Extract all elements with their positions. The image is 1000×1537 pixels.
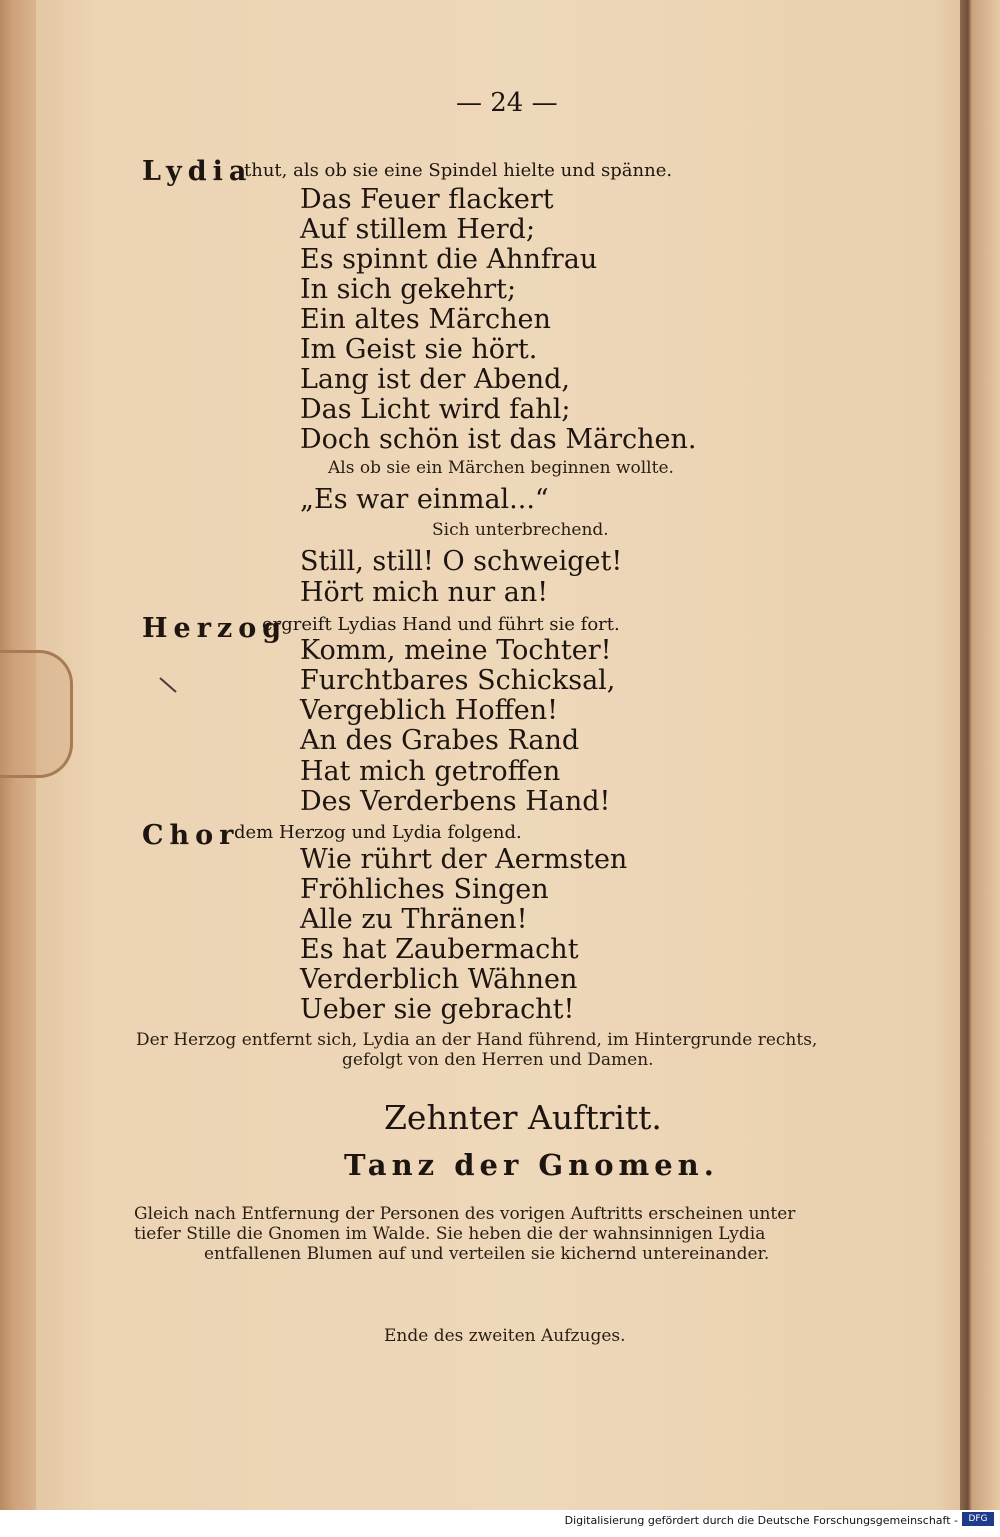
verse-line: Lang ist der Abend, bbox=[300, 364, 570, 395]
scene-text-line: tiefer Stille die Gnomen im Walde. Sie heben die der wahnsinnigen Lydia bbox=[134, 1224, 766, 1244]
verse-line: An des Grabes Rand bbox=[300, 725, 580, 756]
verse-line: Vergeblich Hoffen! bbox=[300, 695, 559, 726]
stage-direction: Als ob sie ein Märchen beginnen wollte. bbox=[328, 458, 674, 478]
funding-credit: Digitalisierung gefördert durch die Deutsche Forschungsgemeinschaft - bbox=[564, 1514, 958, 1527]
verse-line: Ueber sie gebracht! bbox=[300, 994, 575, 1025]
stage-direction-herzog: ergreift Lydias Hand und führt sie fort. bbox=[262, 614, 620, 635]
verse-quote: „Es war einmal...“ bbox=[300, 484, 549, 515]
scene-title: Zehnter Auftritt. bbox=[384, 1098, 662, 1137]
verse-line: Des Verderbens Hand! bbox=[300, 786, 611, 817]
scene-text-line: entfallenen Blumen auf und verteilen sie kichernd untereinander. bbox=[204, 1244, 770, 1264]
verse-line: Im Geist sie hört. bbox=[300, 334, 538, 365]
verse-line: Es hat Zaubermacht bbox=[300, 934, 579, 965]
book-spine bbox=[960, 0, 1000, 1510]
verse-line: Komm, meine Tochter! bbox=[300, 635, 612, 666]
scene-subtitle: Tanz der Gnomen. bbox=[344, 1148, 719, 1182]
verse-line: Ein altes Märchen bbox=[300, 304, 551, 335]
verse-line: Still, still! O schweiget! bbox=[300, 546, 623, 577]
scene-text-line: Gleich nach Entfernung der Personen des vorigen Auftritts erscheinen unter bbox=[134, 1204, 796, 1224]
act-end: Ende des zweiten Aufzuges. bbox=[384, 1326, 626, 1346]
verse-line: Das Feuer flackert bbox=[300, 184, 554, 215]
verse-line: Wie rührt der Aermsten bbox=[300, 844, 628, 875]
verse-line: Verderblich Wähnen bbox=[300, 964, 578, 995]
verse-line: Hat mich getroffen bbox=[300, 756, 561, 787]
stage-direction-lydia: thut, als ob sie eine Spindel hielte und spänne. bbox=[244, 160, 673, 181]
verse-line: Das Licht wird fahl; bbox=[300, 394, 571, 425]
verse-line: Auf stillem Herd; bbox=[300, 214, 536, 245]
speaker-herzog: Herzog bbox=[142, 613, 288, 644]
pencil-mark-icon bbox=[158, 676, 180, 696]
verse-line: In sich gekehrt; bbox=[300, 274, 517, 305]
stage-direction-exit: Der Herzog entfernt sich, Lydia an der Hand führend, im Hintergrunde rechts, bbox=[136, 1030, 818, 1050]
stage-direction: Sich unterbrechend. bbox=[432, 520, 609, 540]
verse-line: Furchtbares Schicksal, bbox=[300, 665, 616, 696]
verse-line: Doch schön ist das Märchen. bbox=[300, 424, 697, 455]
page-tab-marker bbox=[0, 650, 73, 778]
dfg-logo: DFG bbox=[962, 1512, 994, 1526]
verse-line: Hört mich nur an! bbox=[300, 577, 549, 608]
speaker-lydia: Lydia bbox=[142, 156, 253, 187]
stage-direction-chor: dem Herzog und Lydia folgend. bbox=[234, 822, 522, 843]
verse-line: Fröhliches Singen bbox=[300, 874, 549, 905]
page-number: — 24 — bbox=[456, 88, 558, 118]
speaker-chor: Chor bbox=[142, 820, 240, 851]
verse-line: Es spinnt die Ahnfrau bbox=[300, 244, 598, 275]
verse-line: Alle zu Thränen! bbox=[300, 904, 528, 935]
stage-direction-exit: gefolgt von den Herren und Damen. bbox=[342, 1050, 654, 1070]
